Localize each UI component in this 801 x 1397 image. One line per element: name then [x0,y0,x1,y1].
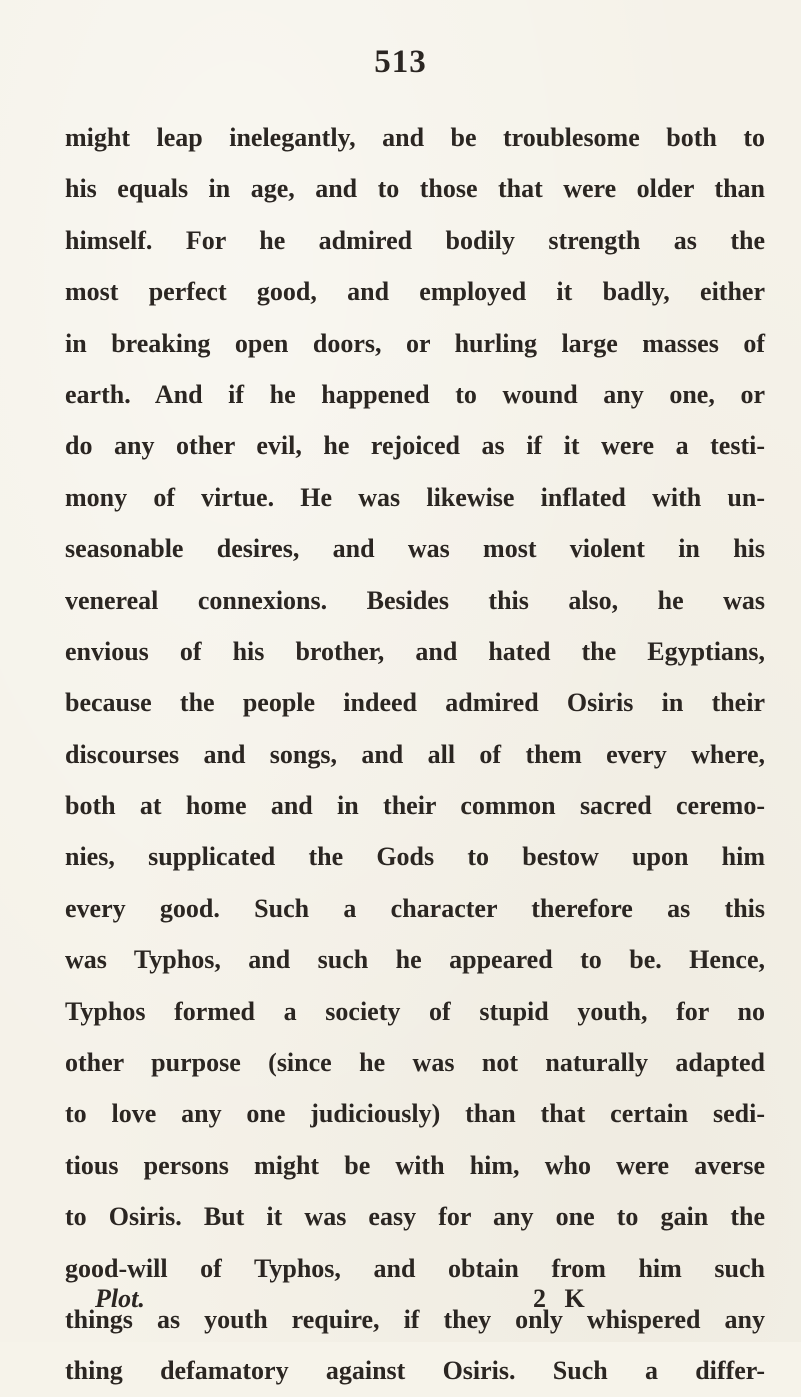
text-line: both at home and in their common sacred ceremo- [65,791,765,821]
body-text [65,112,765,1397]
text-line: himself. For he admired bodily strength as the [65,225,765,255]
signature-mark: 2 K [533,1284,591,1313]
text-line: discourses and songs, and all of them every where, [65,739,765,769]
page-number: 513 [374,44,427,80]
text-line: things as youth require, if they only whispered any [65,1304,765,1334]
text-line: nies, supplicated the Gods to bestow upon him [65,842,765,872]
text-line: good-will of Typhos, and obtain from him such [65,1253,765,1283]
text-line: seasonable desires, and was most violent in his [65,534,765,564]
text-line: thing defamatory against Osiris. Such a differ- [65,1356,765,1386]
text-line: mony of virtue. He was likewise inflated with un- [65,482,765,512]
text-line: Typhos formed a society of stupid youth, for no [65,996,765,1026]
text-line: in breaking open doors, or hurling large masses of [65,328,765,358]
text-line: his equals in age, and to those that were older than [65,174,765,204]
text-line: venereal connexions. Besides this also, he was [65,585,765,615]
text-line: because the people indeed admired Osiris in their [65,688,765,718]
page-footer [95,1284,695,1328]
text-line: most perfect good, and employed it badly, either [65,277,765,307]
text-line: every good. Such a character therefore as this [65,893,765,923]
text-line: envious of his brother, and hated the Egyptians, [65,636,765,666]
text-line: tious persons might be with him, who were averse [65,1150,765,1180]
text-line: to Osiris. But it was easy for any one to gain the [65,1202,765,1232]
text-line: do any other evil, he rejoiced as if it were a testi- [65,431,765,461]
text-line: was Typhos, and such he appeared to be. Hence, [65,945,765,975]
text-line: to love any one judiciously) than that certain sedi- [65,1099,765,1129]
text-line: other purpose (since he was not naturally adapted [65,1048,765,1078]
text-line: might leap inelegantly, and be troublesome both to [65,123,765,152]
text-line: earth. And if he happened to wound any one, or [65,379,765,409]
catchword: Plot. [95,1284,145,1313]
